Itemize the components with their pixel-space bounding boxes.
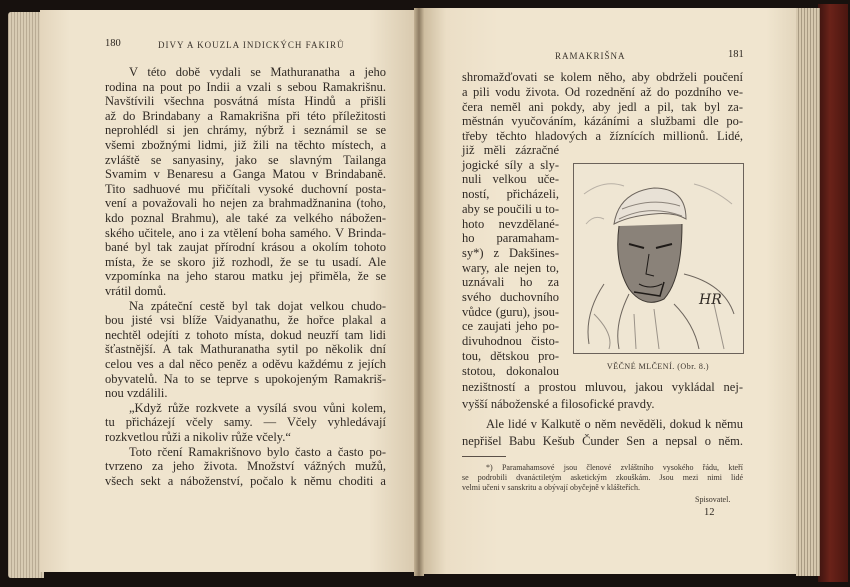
portrait-drawing: [574, 164, 743, 353]
text-line: celou ves a dal něco peněz a oděvu každému z jejích: [105, 357, 386, 371]
text-line: nezištností a prostou mluvou, jakou vykládal nej-: [462, 380, 743, 394]
text-line: třeby těchto hladových a žíznících millionů. Lidé,: [462, 129, 743, 144]
text-line: Svamim v Benaresu a Ganga Matou v Brindabaně.: [105, 167, 386, 182]
text-line: nechtěl odejíti z tohoto místa, dokud neuzří tam lidi: [105, 327, 386, 342]
text-line: šťastnější. A tak Mathuranatha sytil po několik dní: [105, 342, 386, 357]
text-line: wary, ale nejen to,: [462, 260, 559, 275]
text-line: bané byl tak zaujat přírodní krásou a okolím tohoto: [105, 240, 386, 255]
text-line: svého duchovního: [462, 290, 559, 304]
text-line: shromažďovati se kolem něho, aby obdrželi poučení: [462, 70, 743, 84]
right-running-head: RAMAKRIŠNA: [555, 51, 626, 61]
text-line: městnán vyučováním, kázáními a službami dle po-: [462, 114, 743, 129]
footnote-rule: [462, 456, 506, 457]
text-line: divuhodnou čisto-: [462, 334, 559, 349]
text-line: nuli velkou uče-: [462, 172, 559, 187]
book-cover-edge: [818, 4, 848, 582]
text-line: až do Brindabany a Ramakrišna při této příležitosti: [105, 108, 386, 123]
text-line: aby se poučili u to-: [462, 201, 559, 216]
text-line: všech sekt a náboženství, počalo k němu choditi a: [105, 473, 386, 488]
text-line: vzpomínka na jeho starou matku jej přiměla, že se: [105, 269, 386, 284]
portrait-illustration: [573, 163, 744, 354]
figure-caption: VĚČNÉ MLČENÍ. (Obr. 8.): [606, 362, 710, 371]
text-line: nepřišel Babu Kešub Čunder Sen a nepsal o něm.: [462, 433, 743, 448]
text-line: hoto nevzdělané-: [462, 216, 559, 231]
text-line: rodina na pout po Indii a vzali s sebou Ramakrišnu.: [105, 79, 386, 94]
text-line: Navštívili všechna posvátná místa Hindů a přišli: [105, 94, 386, 109]
text-line: Na zpáteční cestě byl tak dojat velkou chudo-: [129, 298, 386, 313]
text-line: bou jisté vsi blíže Vaidyanathu, že hořce plakal a: [105, 313, 386, 328]
text-line: ce zaujati jeho po-: [462, 319, 559, 334]
text-line: tvrzeno za jeho života. Množství vážných mužů,: [105, 459, 386, 474]
signature-mark: 12: [704, 507, 715, 518]
text-line: ho paramaham-: [462, 231, 559, 246]
text-line: tou, dětskou pro-: [462, 348, 559, 363]
text-line: obyvatelů. Na to se teprve s upokojeným Ramakriš-: [105, 371, 386, 386]
text-line: ností, přicházeli,: [462, 187, 559, 202]
text-line: nou vzdálili.: [105, 386, 168, 401]
text-line: čera neměl ani pokdy, aby jedl a pil, tak byl za-: [462, 99, 743, 114]
text-line: *) Paramahamsové jsou členové zvláštního vysokého řádu, kteří: [486, 463, 743, 472]
text-line: jogické síly a sly-: [462, 157, 559, 172]
text-line: vení a považovali ho nejen za brahmadžnanina (toho,: [105, 196, 386, 211]
text-line: V této době vydali se Mathuranatha a jeho: [129, 65, 386, 79]
text-line: sy*) z Dakšines-: [462, 245, 559, 260]
text-line: všemi zbožnými lidmi, již žili na těchto místech, a: [105, 138, 386, 152]
left-page-number: 180: [105, 38, 121, 49]
text-line: kdo poznal Brahmu), ale také za velkého nábožen-: [105, 211, 386, 225]
text-line: neprohlédl si jen chrámy, nýbrž i seznámil se se: [105, 123, 386, 138]
text-line: vyšší náboženské a filosofické pravdy.: [462, 396, 655, 411]
text-line: uznávali ho za: [462, 275, 559, 290]
text-line: již měli zázračné: [462, 143, 559, 157]
text-line: Tito sadhuové mu přičítali vysoké duchovní posta-: [105, 181, 386, 196]
page-stack-right: [796, 8, 820, 576]
book-spine: [414, 8, 424, 576]
page-stack-left: [8, 12, 44, 578]
text-line: stotou, dokonalou: [462, 363, 559, 378]
text-line: „Když růže rozkvete a vysílá svou vůni kolem,: [129, 400, 386, 415]
text-line: a pili vodu života. Od rozednění až do pozdního ve-: [462, 84, 743, 99]
text-line: Toto rčení Ramakrišnovo bylo často a často po-: [129, 444, 386, 459]
text-line: tu přicházejí včely samy. — Včely vyhledávají: [105, 415, 386, 430]
right-page-number: 181: [728, 49, 744, 60]
text-line: ského učitele, ano i za vtělení boha samého. V Brinda-: [105, 225, 386, 240]
text-line: rozkvetlou růži a nikoliv růže včely.“: [105, 430, 291, 444]
left-running-head: DIVY A KOUZLA INDICKÝCH FAKIRŮ: [158, 40, 345, 50]
text-line: velmi učeni v sanskritu a obývají obyčejně v klášteřích.: [462, 483, 640, 492]
text-line: zvláště se sanyasiny, jako se slavným Tailanga: [105, 152, 386, 167]
text-line: vůdce (guru), jsou-: [462, 304, 559, 319]
text-line: se podrobili dvanáctiletým asketickým zkouškám. Jsou mezi nimi lidé: [462, 473, 743, 482]
footnote-author: Spisovatel.: [695, 495, 731, 504]
text-line: místa, že se skoro již rozhodl, že se tu usadí. Ale: [105, 254, 386, 269]
artist-signature: HR: [699, 292, 722, 308]
text-line: Ale lidé v Kalkutě o něm nevěděli, dokud k němu: [486, 417, 743, 431]
text-line: vrátil domů.: [105, 284, 167, 298]
